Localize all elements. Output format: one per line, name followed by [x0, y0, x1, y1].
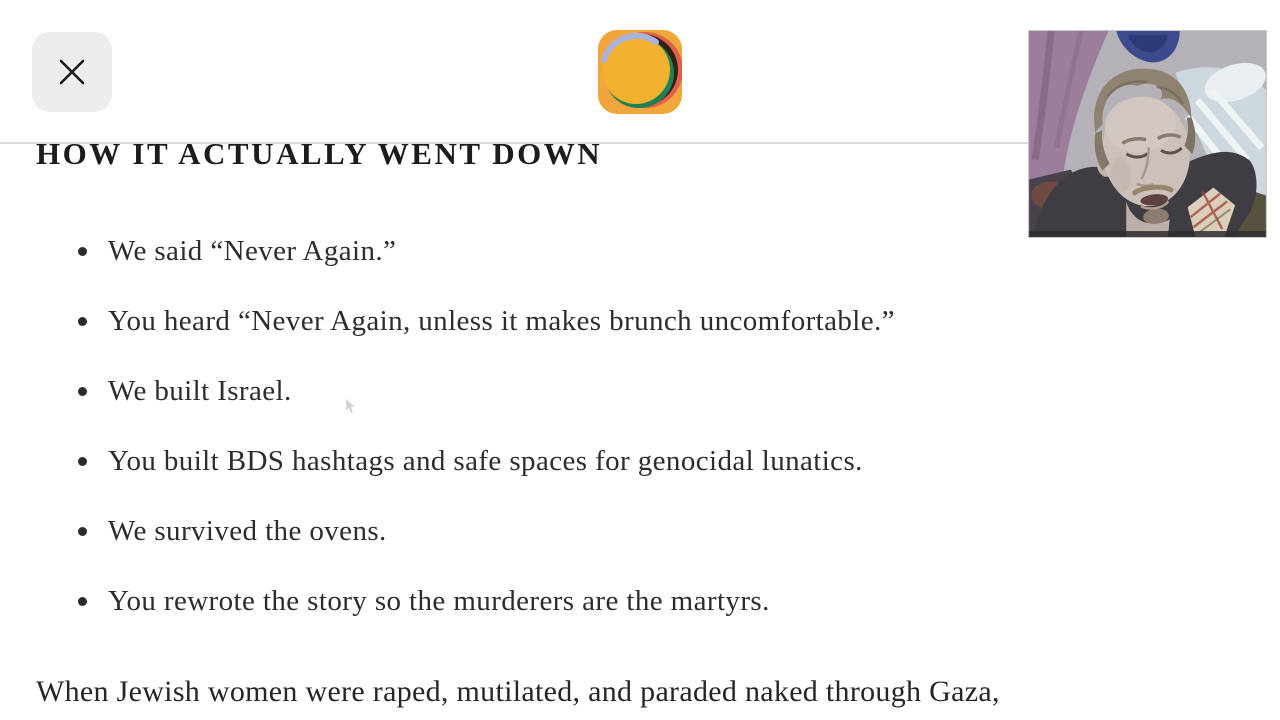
- bullet-list: [36, 216, 1186, 636]
- bullet-dot: [78, 317, 87, 326]
- bullet-dot: [78, 597, 87, 606]
- bullet-dot: [78, 387, 87, 396]
- list-item: [36, 356, 1186, 426]
- webcam-overlay: [1028, 30, 1267, 238]
- webcam-video-feed: [1029, 31, 1266, 237]
- close-icon: [55, 55, 89, 89]
- bullet-text: We said “Never Again.”: [108, 234, 397, 267]
- bullet-text: We built Israel.: [108, 374, 292, 407]
- list-item: [36, 496, 1186, 566]
- page-title: HOW IT ACTUALLY WENT DOWN: [36, 136, 603, 171]
- list-item: [36, 566, 1186, 636]
- bullet-text: You built BDS hashtags and safe spaces for genocidal lunatics.: [108, 444, 863, 477]
- app-icon[interactable]: [598, 30, 682, 114]
- lemon-swirl-app-icon: [598, 30, 682, 114]
- list-item: [36, 426, 1186, 496]
- bullet-dot: [78, 457, 87, 466]
- bullet-text: You heard “Never Again, unless it makes brunch uncomfortable.”: [108, 304, 895, 337]
- bullet-dot: [78, 247, 87, 256]
- bullet-dot: [78, 527, 87, 536]
- mouse-cursor: [344, 398, 356, 414]
- webcam-bottom-edge: [1029, 231, 1266, 237]
- bullet-text: You rewrote the story so the murderers are the martyrs.: [108, 584, 770, 617]
- close-button[interactable]: [32, 32, 112, 112]
- list-item: [36, 286, 1186, 356]
- bullet-text: We survived the ovens.: [108, 514, 387, 547]
- list-item: [36, 216, 1186, 286]
- article-paragraph: When Jewish women were raped, mutilated, and paraded naked through Gaza,: [36, 675, 1000, 708]
